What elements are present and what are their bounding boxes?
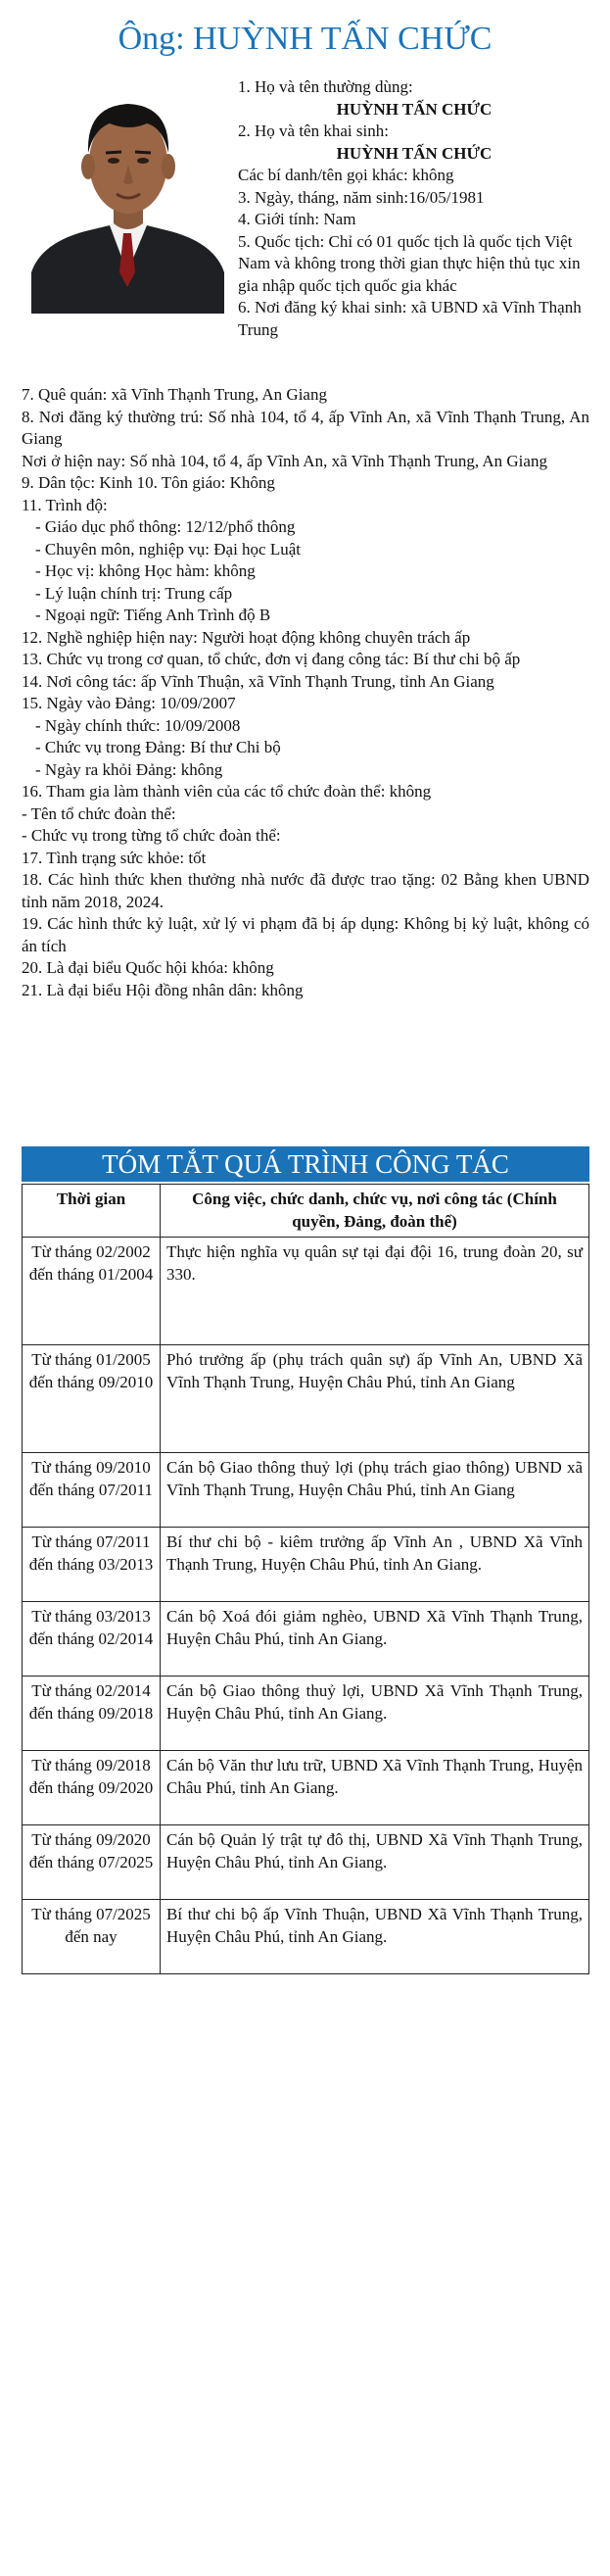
description-cell: Cán bộ Xoá đói giảm nghèo, UBND Xã Vĩnh Thạnh Trung, Huyện Châu Phú, tỉnh An Giang. xyxy=(161,1602,589,1677)
table-row xyxy=(23,1751,589,1825)
info-line: 3. Ngày, tháng, năm sinh:16/05/1981 xyxy=(238,187,485,207)
info-line: - Chức vụ trong từng tổ chức đoàn thể: xyxy=(22,826,281,845)
name-value: HUỲNH TẤN CHỨC xyxy=(336,143,493,163)
info-line: 11. Trình độ: xyxy=(22,495,108,514)
table-row xyxy=(23,1528,589,1602)
info-line: 7. Quê quán: xã Vĩnh Thạnh Trung, An Giang xyxy=(22,385,327,404)
time-cell: Từ tháng 09/2018 đến tháng 09/2020 xyxy=(23,1751,161,1825)
column-header-description: Công việc, chức danh, chức vụ, nơi công tác (Chính quyền, Đảng, đoàn thể) xyxy=(161,1185,589,1238)
description-cell: Phó trưởng ấp (phụ trách quân sự) ấp Vĩnh An, UBND Xã Vĩnh Thạnh Trung, Huyện Châu Phú, tỉnh An Giang xyxy=(161,1345,589,1453)
table-row xyxy=(23,1677,589,1751)
personal-info-details xyxy=(22,384,589,1001)
info-line: 12. Nghề nghiệp hiện nay: Người hoạt động không chuyên trách ấp xyxy=(22,627,471,647)
info-line: 20. Là đại biểu Quốc hội khóa: không xyxy=(22,958,274,977)
time-cell: Từ tháng 07/2025 đến nay xyxy=(23,1900,161,1974)
info-line: 19. Các hình thức kỷ luật, xử lý vi phạm đã bị áp dụng: Không bị kỷ luật, không có án tích xyxy=(22,914,589,955)
info-line: 16. Tham gia làm thành viên của các tổ chức đoàn thể: không xyxy=(22,782,432,801)
info-line: Các bí danh/tên gọi khác: không xyxy=(238,166,454,184)
table-row xyxy=(23,1900,589,1974)
time-cell: Từ tháng 09/2010 đến tháng 07/2011 xyxy=(23,1453,161,1528)
info-line: - Học vị: không Học hàm: không xyxy=(35,561,256,580)
info-line: 18. Các hình thức khen thưởng nhà nước đã được trao tặng: 02 Bằng khen UBND tỉnh năm 2018, 2024. xyxy=(22,870,589,911)
info-line: - Ngoại ngữ: Tiếng Anh Trình độ B xyxy=(35,606,271,624)
info-line: 2. Họ và tên khai sinh: xyxy=(238,122,389,140)
description-cell: Thực hiện nghĩa vụ quân sự tại đại đội 16, trung đoàn 20, sư 330. xyxy=(161,1238,589,1345)
time-cell: Từ tháng 09/2020 đến tháng 07/2025 xyxy=(23,1825,161,1900)
page-title: Ông: HUỲNH TẤN CHỨC xyxy=(117,21,493,57)
description-cell: Cán bộ Giao thông thuỷ lợi (phụ trách giao thông) UBND xã Vĩnh Thạnh Trung, Huyện Châu Phú, tỉnh An Giang xyxy=(161,1453,589,1528)
time-cell: Từ tháng 02/2014 đến tháng 09/2018 xyxy=(23,1677,161,1751)
info-line: 6. Nơi đăng ký khai sinh: xã UBND xã Vĩnh Thạnh Trung xyxy=(238,298,582,339)
portrait-illustration xyxy=(31,76,224,314)
info-line: 15. Ngày vào Đảng: 10/09/2007 xyxy=(22,694,236,712)
time-cell: Từ tháng 02/2002 đến tháng 01/2004 xyxy=(23,1238,161,1345)
info-line: - Chức vụ trong Đảng: Bí thư Chi bộ xyxy=(35,738,281,756)
info-line: - Tên tổ chức đoàn thể: xyxy=(22,803,176,823)
info-line: 14. Nơi công tác: ấp Vĩnh Thuận, xã Vĩnh Thạnh Trung, tỉnh An Giang xyxy=(22,671,494,691)
table-row xyxy=(23,1238,589,1345)
time-cell: Từ tháng 07/2011 đến tháng 03/2013 xyxy=(23,1528,161,1602)
info-line: - Ngày chính thức: 10/09/2008 xyxy=(35,715,241,735)
info-line: Nơi ở hiện nay: Số nhà 104, tổ 4, ấp Vĩnh An, xã Vĩnh Thạnh Trung, An Giang xyxy=(22,451,547,470)
time-cell: Từ tháng 01/2005 đến tháng 09/2010 xyxy=(23,1345,161,1453)
info-line: - Giáo dục phổ thông: 12/12/phổ thông xyxy=(35,517,296,536)
work-history-heading: TÓM TẮT QUÁ TRÌNH CÔNG TÁC xyxy=(22,1146,589,1182)
name-value: HUỲNH TẤN CHỨC xyxy=(336,99,493,119)
info-line: 21. Là đại biểu Hội đồng nhân dân: không xyxy=(22,980,304,999)
info-line: 13. Chức vụ trong cơ quan, tổ chức, đơn vị đang công tác: Bí thư chi bộ ấp xyxy=(22,650,521,668)
personal-info-top xyxy=(238,76,590,341)
work-history-table xyxy=(22,1184,589,1974)
table-row xyxy=(23,1825,589,1900)
info-line: - Chuyên môn, nghiệp vụ: Đại học Luật xyxy=(35,539,302,559)
time-cell: Từ tháng 03/2013 đến tháng 02/2014 xyxy=(23,1602,161,1677)
info-line: - Lý luận chính trị: Trung cấp xyxy=(35,583,233,603)
info-line: 17. Tình trạng sức khỏe: tốt xyxy=(22,848,207,867)
info-line: 8. Nơi đăng ký thường trú: Số nhà 104, tổ 4, ấp Vĩnh An, xã Vĩnh Thạnh Trung, An Giang xyxy=(22,407,589,448)
column-header-time: Thời gian xyxy=(23,1185,161,1238)
description-cell: Cán bộ Văn thư lưu trữ, UBND Xã Vĩnh Thạnh Trung, Huyện Châu Phú, tỉnh An Giang. xyxy=(161,1751,589,1825)
info-line: 5. Quốc tịch: Chỉ có 01 quốc tịch là quốc tịch Việt Nam và không trong thời gian thực hiện thủ tục xin gia nhập quốc tịch quốc gia khác xyxy=(238,231,581,295)
description-cell: Cán bộ Quản lý trật tự đô thị, UBND Xã Vĩnh Thạnh Trung, Huyện Châu Phú, tỉnh An Giang. xyxy=(161,1825,589,1900)
portrait-photo xyxy=(31,76,224,314)
table-row xyxy=(23,1602,589,1677)
info-line: 9. Dân tộc: Kinh 10. Tôn giáo: Không xyxy=(22,473,275,492)
description-cell: Cán bộ Giao thông thuỷ lợi, UBND Xã Vĩnh Thạnh Trung, Huyện Châu Phú, tỉnh An Giang. xyxy=(161,1677,589,1751)
table-header-row xyxy=(23,1185,589,1238)
description-cell: Bí thư chi bộ ấp Vĩnh Thuận, UBND Xã Vĩnh Thạnh Trung, Huyện Châu Phú, tỉnh An Giang. xyxy=(161,1900,589,1974)
info-line: 4. Giới tính: Nam xyxy=(238,210,356,228)
table-row xyxy=(23,1453,589,1528)
info-line: - Ngày ra khỏi Đảng: không xyxy=(35,759,223,779)
description-cell: Bí thư chi bộ - kiêm trưởng ấp Vĩnh An , UBND Xã Vĩnh Thạnh Trung, Huyện Châu Phú, tỉnh An Giang. xyxy=(161,1528,589,1602)
table-row xyxy=(23,1345,589,1453)
info-line: 1. Họ và tên thường dùng: xyxy=(238,77,413,96)
